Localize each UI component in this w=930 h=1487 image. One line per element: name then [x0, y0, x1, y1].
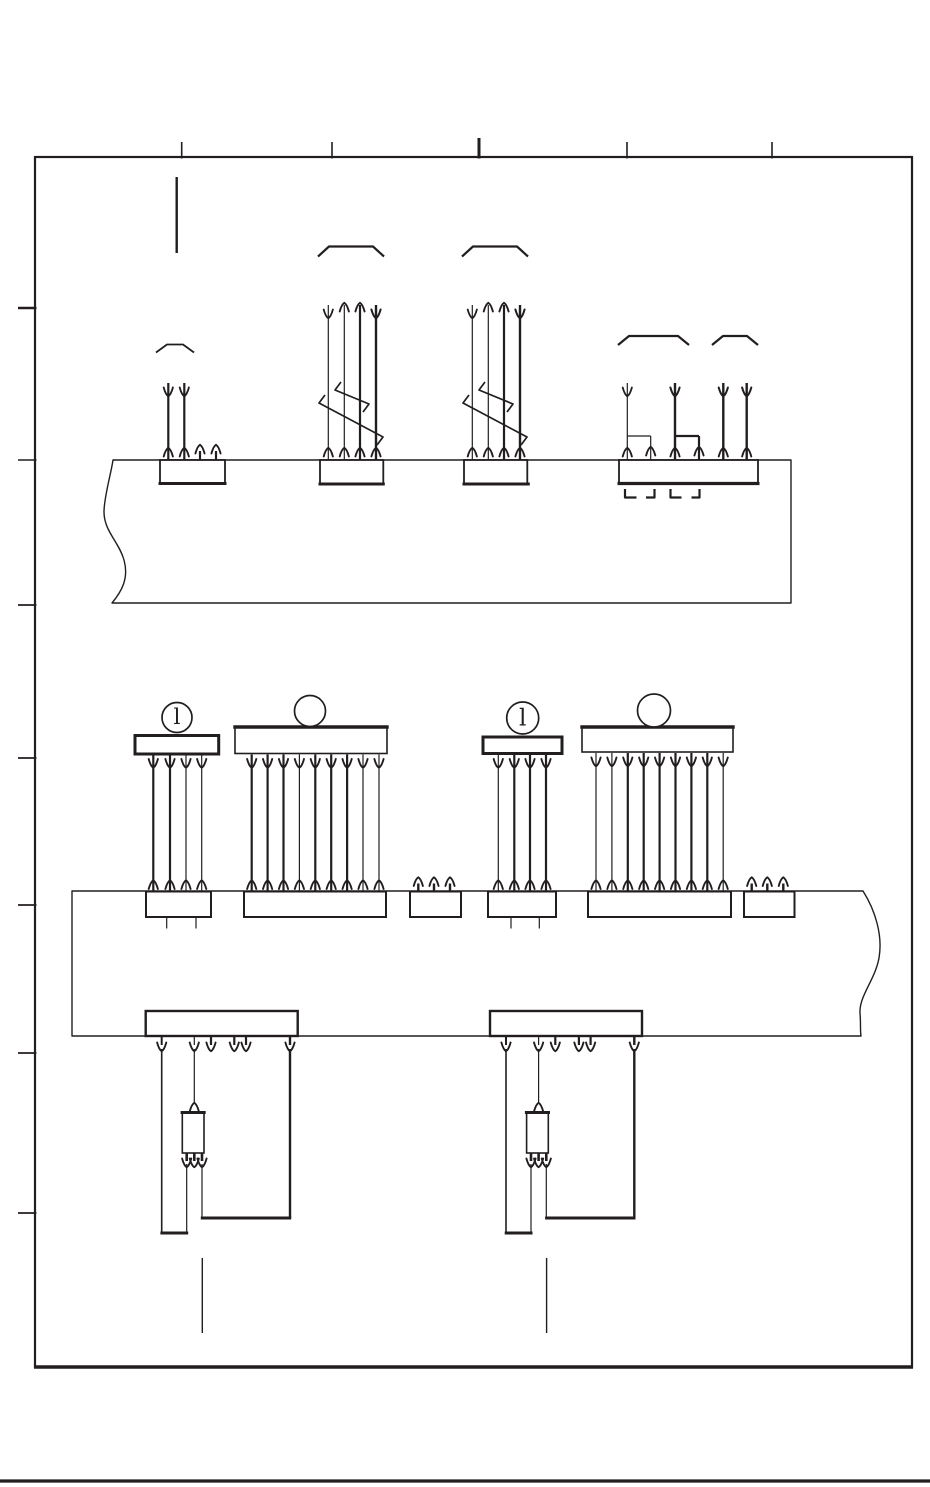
bundle-brace: [618, 336, 689, 345]
bundle-brace: [462, 247, 528, 257]
lower-connector-1: [146, 892, 211, 918]
inline-component-left: [182, 1113, 204, 1154]
lower-connector-3: [410, 892, 461, 918]
upper-connector-2: [320, 460, 383, 484]
plug-block-large-left: [235, 727, 387, 754]
twist-mark: [479, 382, 513, 412]
bundle-brace: [318, 247, 384, 257]
corner-bracket: [646, 489, 655, 498]
corner-bracket: [671, 489, 682, 498]
circle-badge-glyph: l: [173, 705, 181, 730]
bundle-brace: [156, 345, 194, 353]
lower-connector-4: [488, 892, 556, 918]
arrowhead-up-icon: [190, 1103, 199, 1112]
inline-component-right: [527, 1113, 549, 1154]
plug-block-small-right: [483, 737, 562, 754]
circle-badge: [295, 696, 326, 727]
lower-connector-2: [244, 892, 386, 918]
twist-mark: [335, 382, 369, 412]
plug-block-small-left: [135, 736, 219, 755]
corner-bracket: [692, 489, 700, 498]
circle-badge-glyph: l: [518, 704, 527, 732]
lower-connector-5: [588, 892, 731, 918]
bottom-connector-left: [146, 1011, 298, 1036]
upper-connector-4: [619, 460, 758, 484]
plug-block-large-right: [582, 727, 733, 752]
upper-connector-3: [464, 460, 527, 484]
arrowhead-up-icon: [534, 1103, 543, 1112]
upper-connector-1: [160, 460, 225, 483]
corner-bracket: [625, 489, 637, 498]
lower-connector-6: [744, 892, 795, 918]
circle-badge: [638, 694, 671, 727]
bundle-brace: [712, 336, 758, 345]
bottom-connector-right: [490, 1011, 642, 1036]
